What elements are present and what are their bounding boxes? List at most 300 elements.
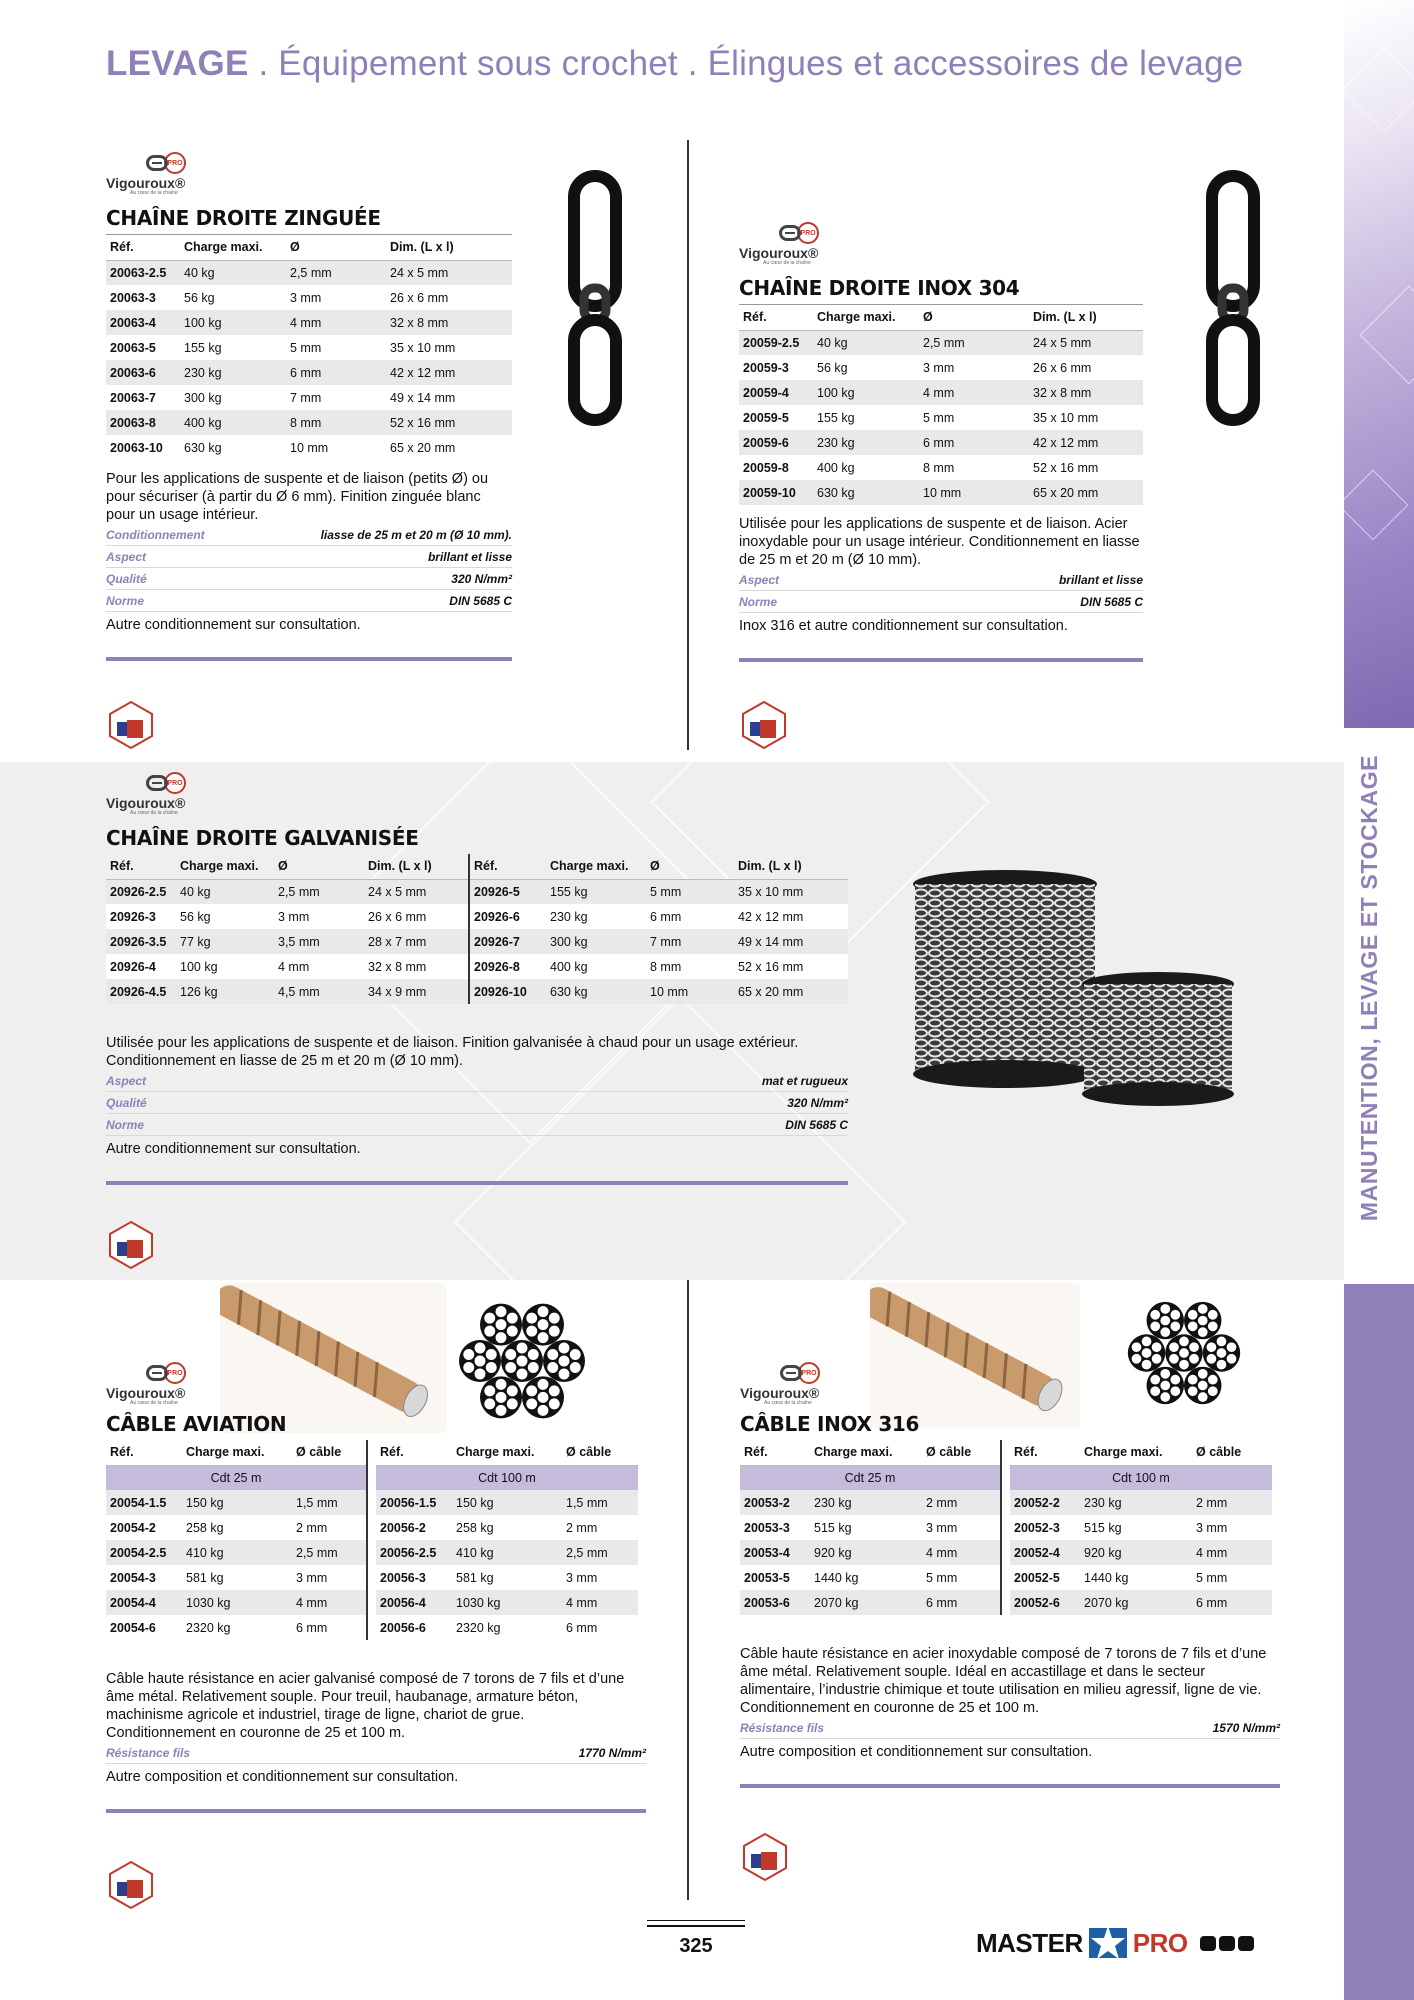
table-cell: 77 kg <box>176 929 274 954</box>
table-cell: 20063-2.5 <box>106 260 180 285</box>
property-key: Norme <box>106 1117 145 1132</box>
table-row <box>376 1540 638 1565</box>
table-cell: 20926-2.5 <box>106 879 176 904</box>
table-cell: 20059-2.5 <box>739 330 813 355</box>
product-description: Câble haute résistance en acier galvanisé composé de 7 torons de 7 fils et d’une âme métal. Relativement souple. Pour treuil, haubanage, armature béton, machinisme agricole et industriel, tirage de ligne, chariot de grue. Conditionnement en couronne de 25 et 100 m. <box>106 1671 625 1741</box>
wire <box>1160 1327 1171 1338</box>
table-cell: 20056-2.5 <box>376 1540 452 1565</box>
property-key: Qualité <box>106 1095 147 1110</box>
wire <box>485 1348 497 1360</box>
table-cell: 20926-4.5 <box>106 979 176 1004</box>
wire <box>527 1348 539 1360</box>
table-cell: 20926-3.5 <box>106 929 176 954</box>
spec-table: Réf. Charge maxi. Ø Dim. (L x l) 20059-2.5 40 kg 2,5 mm 24 x 5 mm 20059-3 56 kg 3 mm 26 x 6 mm 20059-4 100 kg 4 mm 32 x 8 mm 20059-5 155 kg 5 mm 35 x 10 mm 20059-6 230 kg 6 mm 42 x 12 mm 20059-8 400 kg 8 mm 52 x 16 mm 20059-10 630 kg 10 mm 65 x 20 mm <box>739 305 1143 505</box>
table-cell: 630 kg <box>813 480 919 505</box>
wire <box>537 1305 549 1317</box>
property-key: Résistance fils <box>740 1720 825 1735</box>
wire <box>1160 1303 1171 1314</box>
product-footnote: Autre conditionnement sur consultation. <box>106 617 361 633</box>
table-cell: 20059-3 <box>739 355 813 380</box>
table-cell: 400 kg <box>546 954 646 979</box>
table-row <box>470 929 848 954</box>
wire <box>526 1325 538 1337</box>
table-cell: 3 mm <box>562 1565 638 1590</box>
table-cell: 42 x 12 mm <box>1029 430 1143 455</box>
table-row <box>106 929 469 954</box>
table-cell: 2,5 mm <box>919 330 1029 355</box>
table-cell: 581 kg <box>182 1565 292 1590</box>
table-cell: 20926-10 <box>470 979 546 1004</box>
table-cell: 258 kg <box>452 1515 562 1540</box>
table-cell: 10 mm <box>646 979 734 1004</box>
table-row <box>470 954 848 979</box>
table-cell: 5 mm <box>1192 1565 1272 1590</box>
table-row <box>739 430 1143 455</box>
table-row <box>470 904 848 929</box>
table-cell: 155 kg <box>813 405 919 430</box>
spec-table-left: Réf. Charge maxi. Ø Dim. (L x l) 20926-2.5 40 kg 2,5 mm 24 x 5 mm 20926-3 56 kg 3 mm 26 x 6 mm 20926-3.5 77 kg 3,5 mm 28 x 7 mm 20926-4 100 kg 4 mm 32 x 8 mm 20926-4.5 126 kg 4,5 mm 34 x 9 mm <box>106 854 470 1004</box>
table-cell: 2 mm <box>922 1490 1001 1515</box>
property-value: mat et rugueux <box>761 1073 848 1088</box>
table-cell: 150 kg <box>452 1490 562 1515</box>
table-cell: 20926-3 <box>106 904 176 929</box>
chain-spool-image <box>900 868 1280 1118</box>
table-cell: 20063-3 <box>106 285 180 310</box>
decorative-dots <box>1200 1936 1254 1951</box>
property-value: brillant et lisse <box>427 549 512 564</box>
table-cell: 24 x 5 mm <box>364 879 469 904</box>
wire <box>1151 1342 1162 1353</box>
table-cell: 28 x 7 mm <box>364 929 469 954</box>
table-cell: 2 mm <box>292 1515 367 1540</box>
table-cell: 5 mm <box>286 335 386 360</box>
wire <box>1150 1321 1161 1332</box>
table-cell: 7 mm <box>286 385 386 410</box>
product-inox304 <box>739 222 1143 662</box>
table-cell: 400 kg <box>180 410 286 435</box>
table-row <box>106 979 469 1004</box>
property-row <box>106 1114 848 1136</box>
wire <box>484 1312 496 1324</box>
wire <box>569 1348 581 1360</box>
product-footnote: Autre composition et conditionnement sur consultation. <box>106 1769 459 1785</box>
property-value: brillant et lisse <box>1058 572 1143 587</box>
table-cell: 920 kg <box>810 1540 922 1565</box>
table-row <box>106 260 512 285</box>
vigouroux-logo: PRO Vigouroux® Au cœur de la chaîne <box>740 1362 1280 1406</box>
property-row <box>106 568 512 590</box>
column-separator <box>687 1280 689 1900</box>
wire <box>1226 1342 1237 1353</box>
table-row <box>106 385 512 410</box>
table-cell: 100 kg <box>813 380 919 405</box>
table-cell: 20926-6 <box>470 904 546 929</box>
table-cell: 35 x 10 mm <box>734 879 848 904</box>
table-cell: 20056-2 <box>376 1515 452 1540</box>
table-cell: 42 x 12 mm <box>734 904 848 929</box>
table-cell: 20059-10 <box>739 480 813 505</box>
table-row <box>106 1615 367 1640</box>
table-cell: 6 mm <box>286 360 386 385</box>
wire <box>495 1331 507 1343</box>
cdt-header: Cdt 25 m <box>106 1465 367 1490</box>
vigouroux-logo: PRO Vigouroux® Au cœur de la chaîne <box>106 152 512 196</box>
table-cell: 230 kg <box>180 360 286 385</box>
made-in-france-badge <box>742 1832 788 1882</box>
table-cell: 10 mm <box>919 480 1029 505</box>
table-row <box>106 1590 367 1615</box>
wire <box>1160 1315 1171 1326</box>
table-row <box>470 979 848 1004</box>
product-title: CÂBLE INOX 316 <box>740 1412 920 1436</box>
table-row <box>106 1565 367 1590</box>
property-value: DIN 5685 C <box>785 1117 848 1132</box>
made-in-france-badge <box>108 1220 154 1270</box>
table-row <box>1010 1590 1272 1615</box>
wire <box>495 1318 507 1330</box>
wire <box>1207 1321 1218 1332</box>
table-cell: 4 mm <box>562 1590 638 1615</box>
spec-table: Réf. Charge maxi. Ø Dim. (L x l) 20063-2.5 40 kg 2,5 mm 24 x 5 mm 20063-3 56 kg 3 mm 26 x 6 mm 20063-4 100 kg 4 mm 32 x 8 mm 20063-5 155 kg 5 mm 35 x 10 mm 20063-6 230 kg 6 mm 42 x 12 mm 20063-7 300 kg 7 mm 49 x 14 mm 20063-8 400 kg 8 mm 52 x 16 mm 20063-10 630 kg 10 mm 65 x 20 mm <box>106 235 512 460</box>
wire <box>1170 1309 1181 1320</box>
table-cell: 20056-6 <box>376 1615 452 1640</box>
wire <box>1216 1347 1227 1358</box>
column-separator <box>687 140 689 750</box>
table-cell: 8 mm <box>286 410 386 435</box>
wire <box>1178 1347 1189 1358</box>
product-footnote: Inox 316 et autre conditionnement sur consultation. <box>739 618 1068 634</box>
property-key: Aspect <box>739 572 780 587</box>
table-cell: 20063-8 <box>106 410 180 435</box>
table-cell: 20926-4 <box>106 954 176 979</box>
property-key: Résistance fils <box>106 1745 191 1760</box>
table-cell: 35 x 10 mm <box>386 335 512 360</box>
table-cell: 20054-1.5 <box>106 1490 182 1515</box>
table-cell: 20063-6 <box>106 360 180 385</box>
cdt-header: Cdt 25 m <box>740 1465 1001 1490</box>
spec-table-right: Réf. Charge maxi. Ø Dim. (L x l) 20926-5 155 kg 5 mm 35 x 10 mm 20926-6 230 kg 6 mm 42 x 12 mm 20926-7 300 kg 7 mm 49 x 14 mm 20926-8 400 kg 8 mm 52 x 16 mm 20926-10 630 kg 10 mm 65 x 20 mm <box>470 854 848 1004</box>
table-cell: 1,5 mm <box>292 1490 367 1515</box>
wire <box>1197 1327 1208 1338</box>
table-cell: 230 kg <box>1080 1490 1192 1515</box>
table-cell: 5 mm <box>922 1565 1001 1590</box>
table-cell: 20053-3 <box>740 1515 810 1540</box>
table-cell: 20052-3 <box>1010 1515 1080 1540</box>
table-cell: 20054-6 <box>106 1615 182 1640</box>
section-side-label: MANUTENTION, LEVAGE ET STOCKAGE <box>1356 754 1382 1222</box>
table-row <box>106 410 512 435</box>
divider <box>106 1181 848 1185</box>
table-cell: 920 kg <box>1080 1540 1192 1565</box>
table-row <box>376 1515 638 1540</box>
product-galva <box>106 772 848 1185</box>
product-description: Utilisée pour les applications de suspente et de liaison. Finition galvanisée à chaud pour un usage extérieur. Conditionnement en liasse de 25 m et 20 m (Ø 10 mm). <box>106 1035 799 1069</box>
property-key: Norme <box>106 593 145 608</box>
wire <box>1141 1336 1152 1347</box>
product-description: Pour les applications de suspente et de liaison (petits Ø) ou pour sécuriser (à partir du Ø 6 mm). Finition zinguée blanc pour un usage intérieur. <box>106 471 489 523</box>
table-cell: 1030 kg <box>182 1590 292 1615</box>
table-cell: 20052-4 <box>1010 1540 1080 1565</box>
table-cell: 410 kg <box>452 1540 562 1565</box>
table-cell: 65 x 20 mm <box>734 979 848 1004</box>
table-row <box>740 1565 1001 1590</box>
table-row <box>740 1490 1001 1515</box>
table-cell: 20054-2 <box>106 1515 182 1540</box>
table-cell: 155 kg <box>180 335 286 360</box>
table-cell: 2320 kg <box>182 1615 292 1640</box>
wire <box>1141 1347 1152 1358</box>
table-cell: 515 kg <box>810 1515 922 1540</box>
product-inox316 <box>740 1362 1280 1788</box>
table-cell: 2320 kg <box>452 1615 562 1640</box>
table-cell: 24 x 5 mm <box>386 260 512 285</box>
table-cell: 6 mm <box>919 430 1029 455</box>
table-row <box>740 1590 1001 1615</box>
table-row <box>739 355 1143 380</box>
table-row <box>739 405 1143 430</box>
wire <box>516 1342 528 1354</box>
table-cell: 20056-4 <box>376 1590 452 1615</box>
star-icon <box>1089 1924 1127 1962</box>
table-cell: 1030 kg <box>452 1590 562 1615</box>
table-cell: 4 mm <box>922 1540 1001 1565</box>
table-cell: 20063-7 <box>106 385 180 410</box>
divider <box>740 1784 1280 1788</box>
wire <box>505 1348 517 1360</box>
table-cell: 20056-3 <box>376 1565 452 1590</box>
table-row <box>106 954 469 979</box>
table-row <box>1010 1515 1272 1540</box>
table-row <box>376 1590 638 1615</box>
table-row <box>106 360 512 385</box>
table-cell: 4 mm <box>286 310 386 335</box>
table-row <box>106 1515 367 1540</box>
product-title: CHAÎNE DROITE ZINGUÉE <box>106 206 512 235</box>
table-cell: 20059-6 <box>739 430 813 455</box>
table-cell: 100 kg <box>176 954 274 979</box>
wire <box>548 1325 560 1337</box>
table-cell: 126 kg <box>176 979 274 1004</box>
table-row <box>739 455 1143 480</box>
table-cell: 400 kg <box>813 455 919 480</box>
property-row <box>106 1092 848 1114</box>
table-row <box>106 335 512 360</box>
table-cell: 24 x 5 mm <box>1029 330 1143 355</box>
table-cell: 20052-5 <box>1010 1565 1080 1590</box>
table-cell: 20052-6 <box>1010 1590 1080 1615</box>
table-cell: 20054-3 <box>106 1565 182 1590</box>
table-cell: 410 kg <box>182 1540 292 1565</box>
table-cell: 4 mm <box>1192 1540 1272 1565</box>
wire <box>1168 1342 1179 1353</box>
table-cell: 4,5 mm <box>274 979 364 1004</box>
wire <box>463 1348 475 1360</box>
masterpro-logo: MASTER PRO <box>976 1924 1188 1962</box>
table-cell: 3 mm <box>1192 1515 1272 1540</box>
table-cell: 2,5 mm <box>286 260 386 285</box>
cdt-header: Cdt 100 m <box>376 1465 638 1490</box>
divider <box>106 1809 646 1813</box>
wire <box>1189 1342 1200 1353</box>
table-cell: 4 mm <box>919 380 1029 405</box>
table-cell: 32 x 8 mm <box>386 310 512 335</box>
vigouroux-logo: PRO Vigouroux® Au cœur de la chaîne <box>106 1362 646 1406</box>
property-key: Aspect <box>106 1073 147 1088</box>
table-cell: 20926-7 <box>470 929 546 954</box>
table-cell: 6 mm <box>646 904 734 929</box>
product-zinguee <box>106 152 512 661</box>
property-value: liasse de 25 m et 20 m (Ø 10 mm). <box>320 527 512 542</box>
table-cell: 2070 kg <box>1080 1590 1192 1615</box>
vigouroux-logo: PRO Vigouroux® Au cœur de la chaîne <box>106 772 848 816</box>
table-cell: 20926-8 <box>470 954 546 979</box>
property-row <box>740 1717 1280 1739</box>
table-row <box>376 1565 638 1590</box>
wire <box>1187 1321 1198 1332</box>
table-cell: 1440 kg <box>810 1565 922 1590</box>
wire <box>526 1312 538 1324</box>
table-cell: 230 kg <box>813 430 919 455</box>
table-cell: 4 mm <box>292 1590 367 1615</box>
table-cell: 3 mm <box>286 285 386 310</box>
table-cell: 26 x 6 mm <box>364 904 469 929</box>
product-description: Utilisée pour les applications de suspente et de liaison. Acier inoxydable pour un usage intérieur. Conditionnement en liasse de 25 m et 20 m (Ø 10 mm). <box>739 516 1140 568</box>
property-key: Qualité <box>106 571 147 586</box>
spec-table-left: Réf. Charge maxi. Ø câble Cdt 25 m 20053-2 230 kg 2 mm 20053-3 515 kg 3 mm 20053-4 920 kg 4 mm 20053-5 1440 kg 5 mm 20053-6 2070 kg 6 mm <box>740 1440 1002 1615</box>
made-in-france-badge <box>108 1860 154 1910</box>
table-cell: 300 kg <box>180 385 286 410</box>
table-row <box>739 380 1143 405</box>
table-row <box>739 480 1143 505</box>
wire <box>506 1312 518 1324</box>
property-key: Conditionnement <box>106 527 205 542</box>
table-cell: 10 mm <box>286 435 386 460</box>
table-cell: 6 mm <box>922 1590 1001 1615</box>
product-aviation <box>106 1362 646 1813</box>
vigouroux-logo: PRO Vigouroux® Au cœur de la chaîne <box>739 222 1143 266</box>
table-cell: 155 kg <box>546 879 646 904</box>
property-value: DIN 5685 C <box>449 593 512 608</box>
wire <box>484 1325 496 1337</box>
table-row <box>106 285 512 310</box>
property-row <box>106 590 512 612</box>
table-cell: 40 kg <box>176 879 274 904</box>
table-cell: 2070 kg <box>810 1590 922 1615</box>
table-row <box>1010 1565 1272 1590</box>
property-key: Aspect <box>106 549 147 564</box>
table-row <box>376 1490 638 1515</box>
table-cell: 26 x 6 mm <box>1029 355 1143 380</box>
table-row <box>376 1615 638 1640</box>
wire <box>1178 1336 1189 1347</box>
table-cell: 581 kg <box>452 1565 562 1590</box>
table-cell: 52 x 16 mm <box>1029 455 1143 480</box>
property-value: DIN 5685 C <box>1080 594 1143 609</box>
side-decoration <box>1344 0 1414 728</box>
table-row <box>106 1490 367 1515</box>
table-cell: 2,5 mm <box>562 1540 638 1565</box>
property-row <box>739 591 1143 613</box>
table-cell: 6 mm <box>562 1615 638 1640</box>
wire <box>1216 1336 1227 1347</box>
spec-table-right: Réf. Charge maxi. Ø câble Cdt 100 m 20052-2 230 kg 2 mm 20052-3 515 kg 3 mm 20052-4 920 kg 4 mm 20052-5 1440 kg 5 mm 20052-6 2070 kg 6 mm <box>1010 1440 1272 1615</box>
cdt-header: Cdt 100 m <box>1010 1465 1272 1490</box>
product-title: CHAÎNE DROITE GALVANISÉE <box>106 826 419 850</box>
table-cell: 2 mm <box>1192 1490 1272 1515</box>
table-cell: 26 x 6 mm <box>386 285 512 310</box>
table-cell: 3 mm <box>922 1515 1001 1540</box>
property-value: 320 N/mm² <box>451 571 512 586</box>
table-row <box>106 904 469 929</box>
table-cell: 7 mm <box>646 929 734 954</box>
table-row <box>470 879 848 904</box>
table-cell: 230 kg <box>810 1490 922 1515</box>
table-cell: 100 kg <box>180 310 286 335</box>
made-in-france-badge <box>108 700 154 750</box>
wire <box>1207 1309 1218 1320</box>
wire <box>474 1342 486 1354</box>
table-cell: 2 mm <box>562 1515 638 1540</box>
table-cell: 6 mm <box>292 1615 367 1640</box>
table-cell: 20926-5 <box>470 879 546 904</box>
table-cell: 20054-2.5 <box>106 1540 182 1565</box>
wire <box>1206 1342 1217 1353</box>
table-cell: 20053-2 <box>740 1490 810 1515</box>
table-cell: 150 kg <box>182 1490 292 1515</box>
table-cell: 20052-2 <box>1010 1490 1080 1515</box>
table-cell: 3,5 mm <box>274 929 364 954</box>
table-cell: 515 kg <box>1080 1515 1192 1540</box>
table-cell: 20059-5 <box>739 405 813 430</box>
table-row <box>106 1540 367 1565</box>
page-title: LEVAGE . Équipement sous crochet . Élingues et accessoires de levage <box>106 44 1244 83</box>
product-description: Câble haute résistance en acier inoxydable composé de 7 torons de 7 fils et d’une âme métal. Relativement souple. Idéal en accastillage et dans le secteur alimentaire, l’industrie chimique et toute utilisation en milieu agressif, ligne de vie. Conditionnement en couronne de 25 et 100 m. <box>740 1646 1267 1716</box>
wire <box>537 1331 549 1343</box>
table-cell: 40 kg <box>180 260 286 285</box>
table-cell: 3 mm <box>919 355 1029 380</box>
table-cell: 20059-4 <box>739 380 813 405</box>
table-cell: 3 mm <box>274 904 364 929</box>
wire <box>1197 1315 1208 1326</box>
product-title: CHAÎNE DROITE INOX 304 <box>739 276 1143 305</box>
table-cell: 20063-5 <box>106 335 180 360</box>
table-cell: 20053-4 <box>740 1540 810 1565</box>
table-cell: 6 mm <box>1192 1590 1272 1615</box>
table-cell: 8 mm <box>919 455 1029 480</box>
side-decoration-bottom <box>1344 1284 1414 2000</box>
table-cell: 20063-4 <box>106 310 180 335</box>
property-value: 320 N/mm² <box>787 1095 848 1110</box>
table-cell: 20054-4 <box>106 1590 182 1615</box>
product-footnote: Autre conditionnement sur consultation. <box>106 1141 361 1157</box>
table-cell: 56 kg <box>813 355 919 380</box>
table-cell: 300 kg <box>546 929 646 954</box>
property-row <box>106 524 512 546</box>
wire <box>547 1348 559 1360</box>
table-row <box>106 435 512 460</box>
table-cell: 49 x 14 mm <box>734 929 848 954</box>
property-row <box>106 1070 848 1092</box>
table-cell: 32 x 8 mm <box>364 954 469 979</box>
wire <box>1197 1303 1208 1314</box>
made-in-france-badge <box>741 700 787 750</box>
table-cell: 20053-5 <box>740 1565 810 1590</box>
table-row <box>106 310 512 335</box>
property-value: 1570 N/mm² <box>1212 1720 1280 1735</box>
table-row <box>1010 1490 1272 1515</box>
divider <box>106 657 512 661</box>
table-cell: 20059-8 <box>739 455 813 480</box>
